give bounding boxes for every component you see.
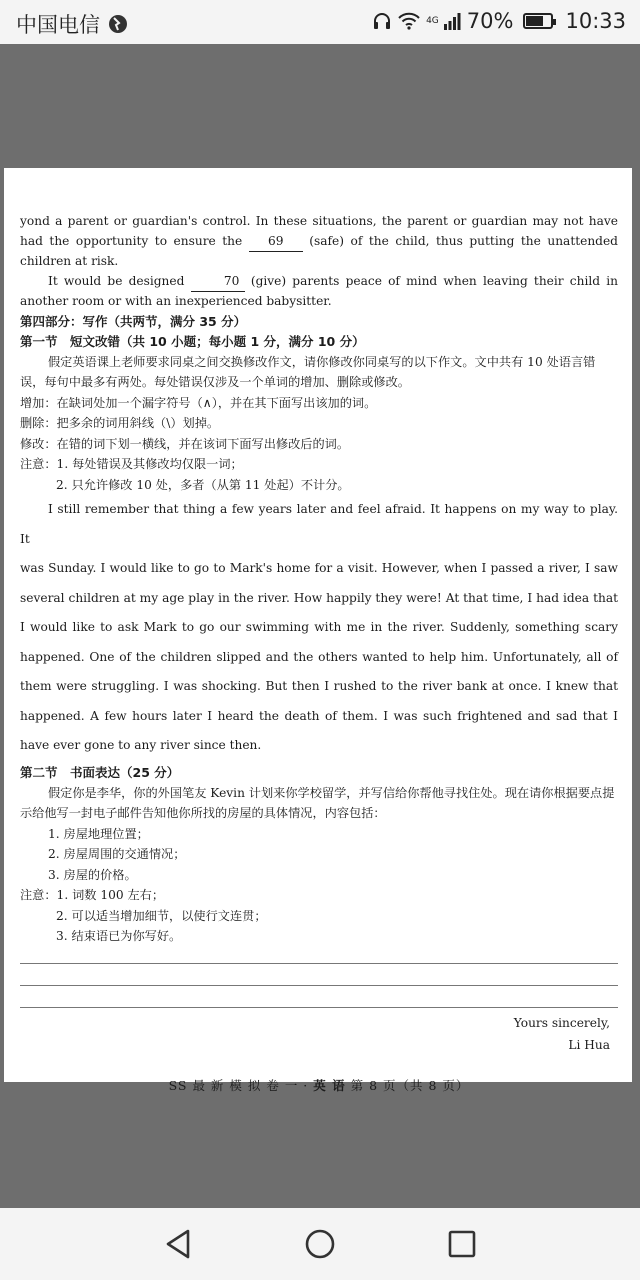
page-footer: SS 最 新 模 拟 卷 一 · 英 语 第 8 页（共 8 页） [168,1077,470,1093]
status-bar [0,0,640,44]
signal-icon [443,12,461,30]
point-3: 3. 房屋的价格。 [48,867,137,882]
instruction-delete: 删除：把多余的词用斜线（\）划掉。 [20,416,220,430]
point-1: 1. 房屋地理位置； [48,826,149,841]
passage-paragraph-2: It would be designed 70 (give) parents peace of mind when leaving their child in another room or with an inexperienced babysitter. [20,273,619,308]
document-page [4,168,632,1093]
battery-percent: 70% [466,9,514,33]
back-icon[interactable] [160,1226,196,1262]
wifi-icon [398,12,420,30]
writing-note-2: 2. 可以适当增加细节，以使行文连贯； [56,908,267,923]
closing-line: Yours sincerely, [513,1015,610,1030]
writing-note-1: 注意：1. 词数 100 左右； [20,888,165,902]
instruction-modify: 修改：在错的词下划一横线，并在该词下面写出修改后的词。 [20,436,350,451]
carrier-name: 中国电信 [16,13,100,37]
passage-paragraph-1: yond a parent or guardian's control. In these situations, the parent or guardian may not have had the opportunity to ensure the 69 (safe) of the child, thus putting the unattended children at risk. [20,214,618,268]
note-1: 注意：1. 每处错误及其修改均仅限一词； [20,457,243,471]
battery-icon [523,13,553,29]
story-passage: I still remember that thing a few years later and feel afraid. It happens on my way to play. It was Sunday. I would like to go to Mark's home for a visit. However, when I passed a river, I saw several children at my age play in the river. How happily they were! At that time, I had idea that I would like to ask Mark to go our swimming with me in the river. Suddenly, something scary happened. One of the children slipped and the others wanted to help him. Unfortunately, all of them were struggling. I was shocking. But then I rushed to the river bank at once. I knew that happened. A few hours later I heard the death of them. I was such frightened and sad that I have ever gone to any river since then. [20,502,618,752]
point-2: 2. 房屋周围的交通情况； [48,847,186,861]
blank-69: 69 [249,232,303,253]
clock: 10:33 [565,9,626,33]
globe-icon [108,14,128,34]
instruction-text: 假定英语课上老师要求同桌之间交换修改作文，请你修改你同桌写的以下作文。文中共有 10 处语言错误，每句中最多有两处。每处错误仅涉及一个单词的增加、删除或修改。 [20,354,596,389]
instruction-add: 增加：在缺词处加一个漏字符号（∧），并在其下面写出该加的词。 [20,395,377,410]
writing-task: 假定你是李华，你的外国笔友 Kevin 计划来你学校留学，并写信给你帮他寻找住处。现在请你根据要点提示给他写一封电子邮件告知他你所找的房屋的具体情况，内容包括： [20,785,615,820]
section-heading-writing: 第二节 书面表达（25 分） [20,764,180,780]
section-heading-part4: 第四部分：写作（共两节，满分 35 分） [20,313,247,329]
navigation-bar [0,1208,640,1280]
signature: Li Hua [568,1037,610,1052]
note-2: 2. 只允许修改 10 处，多者（从第 11 处起）不计分。 [56,477,350,492]
home-icon[interactable] [302,1226,338,1262]
network-type: 4G [426,15,439,26]
recents-icon[interactable] [444,1226,480,1262]
section-heading-error-correction: 第一节 短文改错（共 10 小题；每小题 1 分，满分 10 分） [20,333,365,349]
writing-note-3: 3. 结束语已为你写好。 [56,929,182,943]
headphone-icon [372,11,392,31]
blank-70: 70 [191,272,245,293]
